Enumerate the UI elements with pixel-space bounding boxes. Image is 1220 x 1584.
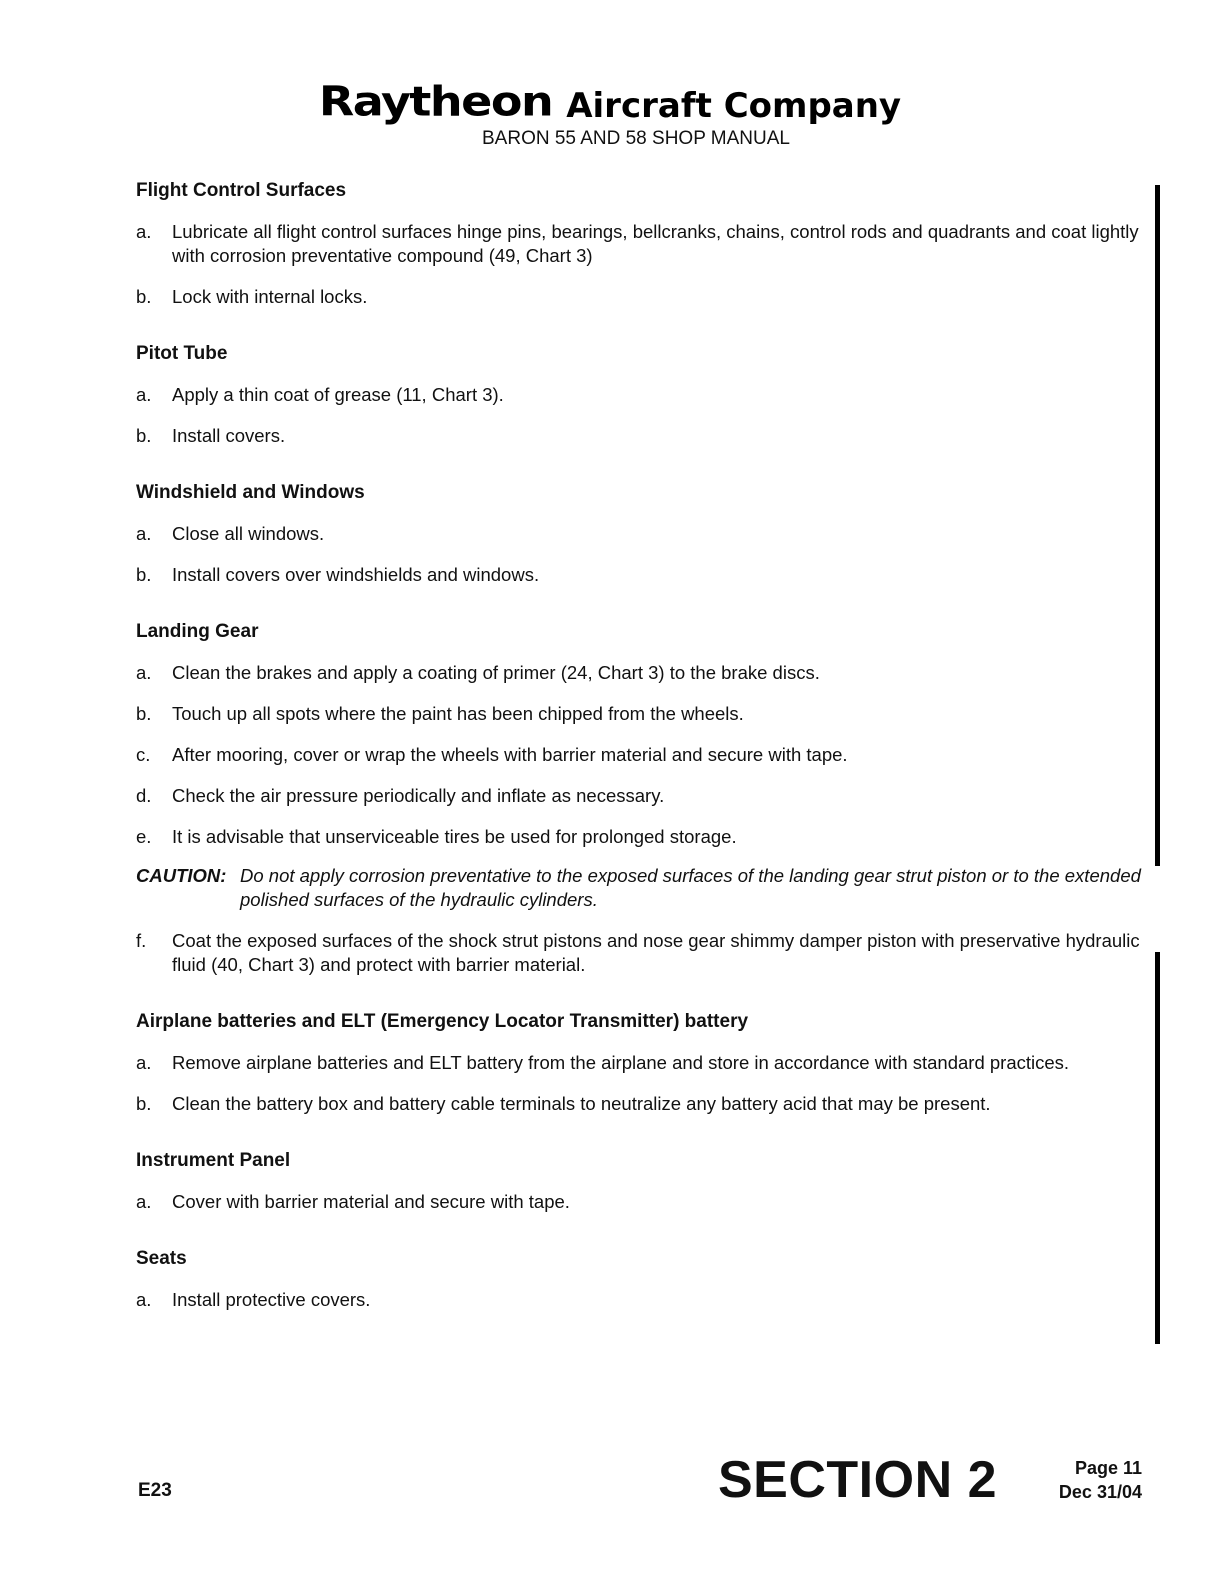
item-label: f. [136, 930, 147, 951]
section-heading: Windshield and Windows [136, 482, 365, 503]
section-heading: Seats [136, 1248, 187, 1269]
page-number: Page 11 [1074, 1458, 1142, 1478]
list-item [136, 661, 1141, 685]
item-text: Close all windows. [172, 523, 325, 544]
item-label: a. [136, 1191, 152, 1212]
list-item [136, 743, 1141, 767]
item-text: Clean the battery box and battery cable terminals to neutralize any battery acid that may be present. [172, 1093, 991, 1114]
item-text: Remove airplane batteries and ELT battery from the airplane and store in accordance with standard practices. [172, 1052, 1070, 1073]
item-text: Install covers. [172, 425, 286, 446]
item-text: Lubricate all flight control surfaces hinge pins, bearings, bellcranks, chains, control rods and quadrants and coat lightly with corrosion preventative compound (49, Chart 3) [172, 221, 1139, 266]
section-pitot-tube [136, 343, 1141, 448]
section-landing-gear [136, 621, 1141, 977]
item-label: b. [136, 286, 152, 307]
list-item [136, 563, 1141, 587]
list-item [136, 1092, 1141, 1116]
brand [319, 74, 901, 128]
item-label: b. [136, 425, 152, 446]
company-name: Aircraft Company [566, 86, 902, 126]
revision-date: Dec 31/04 [1058, 1482, 1142, 1502]
section-batteries [136, 1011, 1141, 1116]
item-label: b. [136, 564, 152, 585]
list-item [136, 929, 1141, 977]
item-text: Clean the brakes and apply a coating of primer (24, Chart 3) to the brake discs. [172, 662, 820, 683]
item-text: Cover with barrier material and secure with tape. [172, 1191, 570, 1212]
item-label: a. [136, 221, 152, 242]
list-item [136, 383, 1141, 407]
item-label: b. [136, 703, 152, 724]
list-item [136, 1190, 1141, 1214]
item-label: a. [136, 1052, 152, 1073]
item-label: a. [136, 662, 152, 683]
section-flight-control-surfaces [136, 180, 1141, 309]
caution-note [136, 864, 1141, 912]
item-text: Install covers over windshields and windows. [172, 564, 540, 585]
change-bar [1155, 185, 1160, 866]
list-item [136, 285, 1141, 309]
item-label: d. [136, 785, 152, 806]
caution-text: Do not apply corrosion preventative to the exposed surfaces of the landing gear strut piston or to the extended polished surfaces of the hydraulic cylinders. [240, 865, 1141, 910]
item-label: e. [136, 826, 152, 847]
change-bar [1155, 952, 1160, 1344]
list-item [136, 1051, 1141, 1075]
page-header [0, 74, 1220, 128]
item-text: Apply a thin coat of grease (11, Chart 3). [172, 384, 504, 405]
item-label: a. [136, 1289, 152, 1310]
manual-title: BARON 55 AND 58 SHOP MANUAL [482, 128, 790, 149]
page-info [1038, 1456, 1142, 1504]
item-text: It is advisable that unserviceable tires be used for prolonged storage. [172, 826, 737, 847]
item-text: Check the air pressure periodically and inflate as necessary. [172, 785, 665, 806]
item-text: Coat the exposed surfaces of the shock strut pistons and nose gear shimmy damper piston with preservative hydraulic fluid (40, Chart 3) and protect with barrier material. [172, 930, 1140, 975]
item-label: b. [136, 1093, 152, 1114]
document-body [136, 180, 1141, 1346]
section-number: SECTION 2 [718, 1451, 997, 1509]
list-item [136, 220, 1141, 268]
section-heading: Flight Control Surfaces [136, 180, 347, 201]
list-item [136, 702, 1141, 726]
section-heading: Instrument Panel [136, 1150, 291, 1171]
section-instrument-panel [136, 1150, 1141, 1214]
list-item [136, 784, 1141, 808]
list-item [136, 424, 1141, 448]
list-item [136, 825, 1141, 849]
caution-label: CAUTION: [136, 865, 227, 886]
manual-code: E23 [138, 1480, 172, 1501]
item-text: After mooring, cover or wrap the wheels with barrier material and secure with tape. [172, 744, 848, 765]
item-label: c. [136, 744, 151, 765]
item-text: Lock with internal locks. [172, 286, 368, 307]
list-item [136, 522, 1141, 546]
section-heading: Airplane batteries and ELT (Emergency Locator Transmitter) battery [136, 1011, 749, 1032]
item-text: Touch up all spots where the paint has been chipped from the wheels. [172, 703, 744, 724]
section-seats [136, 1248, 1141, 1312]
raytheon-logo: Raytheon [318, 76, 553, 126]
item-text: Install protective covers. [172, 1289, 371, 1310]
section-heading: Landing Gear [136, 621, 259, 642]
section-heading: Pitot Tube [136, 343, 228, 364]
item-label: a. [136, 384, 152, 405]
list-item [136, 1288, 1141, 1312]
item-label: a. [136, 523, 152, 544]
section-windshield-windows [136, 482, 1141, 587]
